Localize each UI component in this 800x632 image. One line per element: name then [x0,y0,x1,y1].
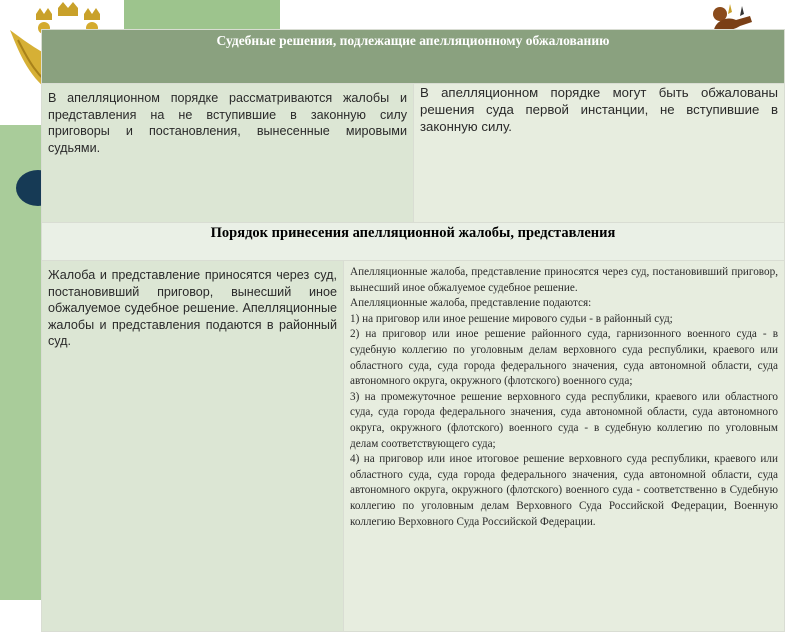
magistrate-appeals-cell [42,84,414,223]
old-procedure-text: Жалоба и представление приносятся через суд, постановивший приговор, вынесший иное обжалуемое судебное решение. Апелляционные жалобы и представления подаются в районный суд. [48,268,337,348]
procedure-paragraph: 2) на приговор или иное решение районного суда, гарнизонного военного суда - в судебную коллегию по уголовным делам верховного суда республики, краевого или областного суда, суда города федерального значения, суда автономной области, суда автономного округа, окружного (флотского) военного суда; [350,328,778,388]
first-instance-appeals-cell [414,84,785,223]
procedure-heading [42,223,785,261]
lion-icon [706,2,756,32]
table-header [42,30,785,84]
appeal-table [41,29,785,632]
procedure-paragraph: Апелляционные жалоба, представление подаются: [350,297,592,310]
new-procedure-cell [344,261,785,632]
procedure-paragraph: 4) на приговор или иное итоговое решение верховного суда республики, краевого или областного суда, суда города федерального значения, суда автономной области, суда автономного округа, окружного (флотского) военного суда - соответственно в Судебную коллегию по уголовным делам Верховного Суда Российской Федерации, Военную коллегию Верховного Суда Российской Федерации. [350,453,778,528]
procedure-title: Порядок принесения апелляционной жалобы, представления [210,225,616,241]
new-procedure-text [344,261,784,534]
first-instance-appeals-text: В апелляционном порядке могут быть обжалованы решения суда первой инстанции, не вступившие в законную силу. [420,85,778,134]
magistrate-appeals-text: В апелляционном порядке рассматриваются жалобы и представления на не вступившие в законную силу приговоры и постановления, вынесенные мировыми судьями. [48,91,407,155]
old-procedure-cell [42,261,344,632]
procedure-paragraph: 1) на приговор или иное решение мирового судьи - в районный суд; [350,312,673,325]
top-green-band [124,0,280,30]
procedure-paragraph: Апелляционные жалоба, представление приносятся через суд, постановивший приговор, вынесший иное обжалуемое судебное решение. [350,266,778,294]
procedure-paragraph: 3) на промежуточное решение верховного суда республики, краевого или областного суда, суда города федерального значения, суда автономной области, суда автономного округа, окружного (флотского) военного суда - в судебную коллегию по уголовным делам соответствующего суда; [350,390,778,450]
table-title: Судебные решения, подлежащие апелляционному обжалованию [216,33,610,48]
